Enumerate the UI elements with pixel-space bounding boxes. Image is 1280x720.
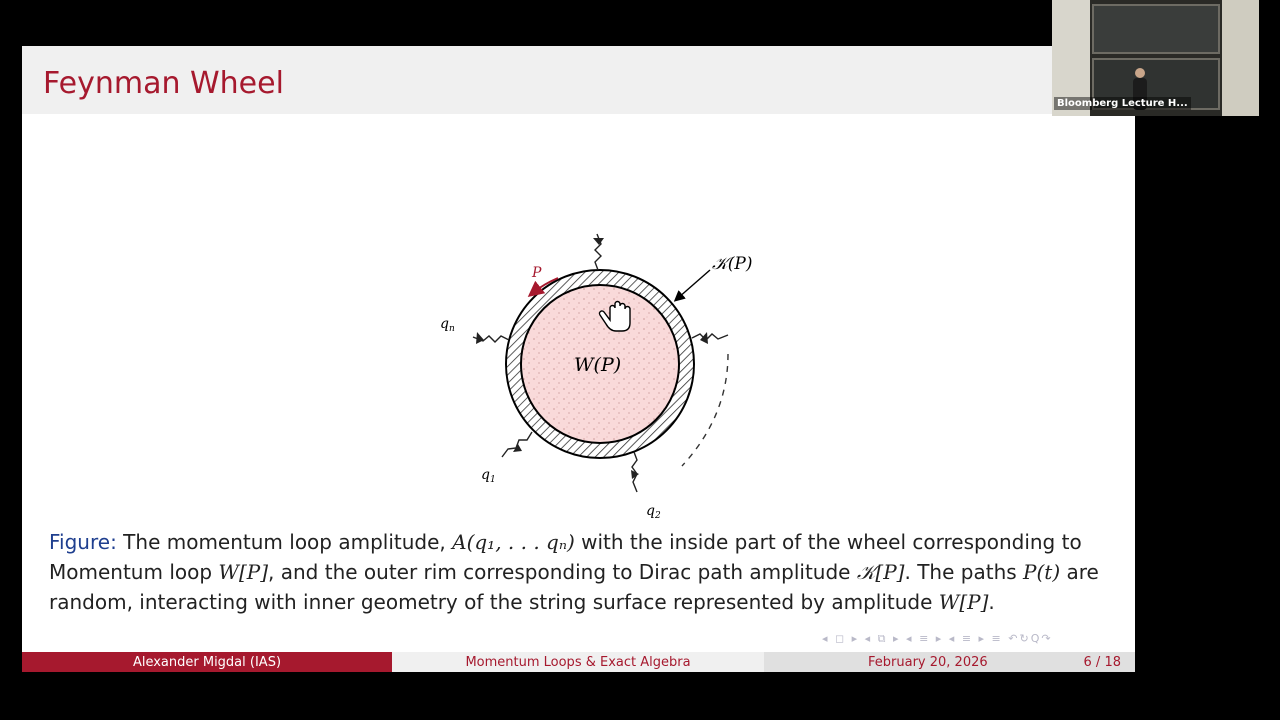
arrow-left-icon [476,332,484,344]
footer-author: Alexander Migdal (IAS) [22,652,392,672]
wavy-line-right [692,334,728,340]
label-qn: $q_n$ [440,316,455,334]
beamer-nav-controls[interactable]: ◂ ◻ ▸ ◂ ⧉ ▸ ◂ ≡ ▸ ◂ ≡ ▸ ≡ ↶↻Q↷ [822,632,1053,645]
label-p: P [532,265,542,281]
rim-pointer-arrow [678,270,710,298]
footer-talk-title: Momentum Loops & Exact Algebra [392,652,764,672]
title-bar [22,46,1135,114]
slide [22,46,1135,672]
speaker-video-tile[interactable] [1052,0,1259,116]
slide-title: Feynman Wheel [43,66,284,101]
label-q2: $q_2$ [646,503,661,521]
footer-page: 6 / 18 [1083,654,1121,670]
wavy-line-q1 [502,432,532,457]
label-k-of-p: 𝒦(P) [712,254,753,274]
footer-date-page [764,652,1135,672]
figure-caption: Figure: The momentum loop amplitude, A(q₁, . . . qₙ) with the inside part of the wheel corresponding to Momentum loop W[P], and the outer rim corresponding to Dirac path amplitude 𝒦[P]. The paths P(t) are random, interacting with inner geometry of the string surface represented by amplitude W[P]. [49,530,1099,614]
chalkboard [1092,4,1220,54]
footer-date: February 20, 2026 [868,654,988,670]
label-q1: $q_1$ [481,467,496,485]
arrow-right-icon [700,332,708,344]
feynman-wheel-figure [402,166,762,521]
figure-label: Figure: [49,530,117,554]
label-w-of-p: W(P) [574,354,622,376]
camera-label: Bloomberg Lecture H... [1054,97,1191,110]
footer [22,652,1135,672]
arrow-top-icon [593,238,604,245]
